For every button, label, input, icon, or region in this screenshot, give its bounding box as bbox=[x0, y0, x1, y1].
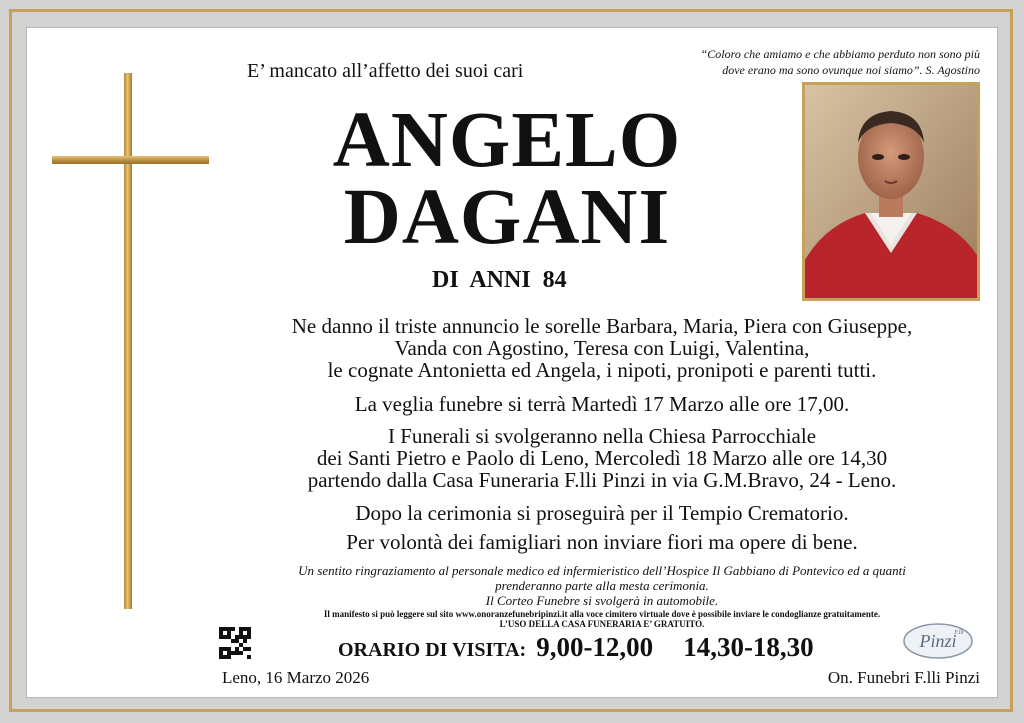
thanks-line: Un sentito ringraziamento al personale medico ed infermieristico dell’Hospice Il Gabbiano di Pontevico ed a quanti bbox=[298, 563, 906, 578]
family-line: Vanda con Agostino, Teresa con Luigi, Valentina, bbox=[394, 336, 810, 360]
pinzi-logo bbox=[902, 621, 974, 661]
cremation-text: Dopo la cerimonia si proseguirà per il Tempio Crematorio. bbox=[355, 501, 849, 525]
funeral-details bbox=[222, 425, 982, 491]
quote-line: dove erano ma sono ovunque noi siamo”. S. Agostino bbox=[722, 63, 980, 77]
logo-small-text: F.lli bbox=[954, 630, 964, 636]
funeral-line: partendo dalla Casa Funeraria F.lli Pinzi in via G.M.Bravo, 24 - Leno. bbox=[307, 468, 897, 492]
last-name: DAGANI bbox=[343, 174, 671, 261]
visiting-hours-label: ORARIO DI VISITA: bbox=[338, 639, 527, 661]
cross-icon bbox=[124, 73, 132, 609]
thanks-line: prenderanno parte alla mesta cerimonia. bbox=[495, 578, 709, 593]
funeral-line: I Funerali si svolgeranno nella Chiesa Parrocchiale bbox=[387, 424, 817, 448]
age: DI ANNI 84 bbox=[432, 267, 567, 293]
visiting-hours-afternoon: 14,30-18,30 bbox=[683, 632, 814, 662]
first-name: ANGELO bbox=[332, 97, 682, 184]
quote-line: “Coloro che amiamo e che abbiamo perduto non sono più bbox=[700, 47, 980, 61]
family-line: Ne danno il triste annuncio le sorelle Barbara, Maria, Piera con Giuseppe, bbox=[291, 314, 913, 338]
family-announcement bbox=[222, 315, 982, 381]
quote bbox=[620, 46, 980, 78]
thanks-line: Il Corteo Funebre si svolgerà in automobile. bbox=[485, 593, 719, 608]
flowers-text: Per volontà dei famigliari non inviare fiori ma opere di bene. bbox=[346, 530, 858, 554]
intro-text: E’ mancato all’affetto dei suoi cari bbox=[247, 60, 524, 82]
funeral-home-signature: On. Funebri F.lli Pinzi bbox=[827, 668, 980, 687]
notice-line: L’USO DELLA CASA FUNERARIA E’ GRATUITO. bbox=[499, 619, 705, 629]
website-notice bbox=[222, 609, 982, 629]
funeral-line: dei Santi Pietro e Paolo di Leno, Mercoledì 18 Marzo alle ore 14,30 bbox=[316, 446, 888, 470]
cross-icon-crossbar bbox=[52, 156, 209, 164]
notice-line: Il manifesto si può leggere sul sito www.onoranzefunebripinzi.it alla voce cimitero virtuale dove è possibile inviare le condoglianze gratuitamente. bbox=[323, 609, 881, 619]
portrait-photo bbox=[802, 82, 980, 301]
thanks-text bbox=[222, 563, 982, 608]
vigil-text: La veglia funebre si terrà Martedì 17 Marzo alle ore 17,00. bbox=[354, 392, 850, 416]
qr-code-icon[interactable] bbox=[219, 627, 251, 659]
logo-text: Pinzi bbox=[919, 631, 957, 651]
visiting-hours-morning: 9,00-12,00 bbox=[536, 632, 654, 662]
family-line: le cognate Antonietta ed Angela, i nipoti, pronipoti e parenti tutti. bbox=[327, 358, 877, 382]
visiting-hours bbox=[338, 632, 814, 663]
place-date: Leno, 16 Marzo 2026 bbox=[222, 668, 370, 687]
